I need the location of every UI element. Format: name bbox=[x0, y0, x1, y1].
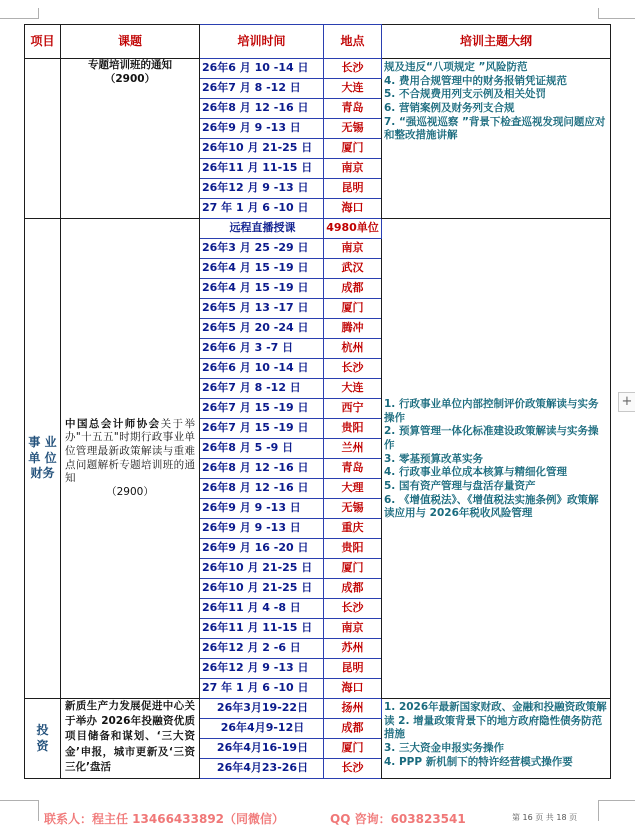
outline-cell bbox=[382, 219, 611, 699]
outline-item: 3. 零基预算改革实务 bbox=[384, 452, 483, 465]
time-cell: 26年5 月 13 -17 日 bbox=[200, 299, 324, 319]
section-cell bbox=[25, 59, 61, 219]
outline-item: 规及违反“八项规定 ”风险防范 bbox=[384, 61, 528, 73]
location-cell: 成都 bbox=[324, 579, 382, 599]
time-cell: 27 年 1 月 6 -10 日 bbox=[200, 679, 324, 699]
time-cell: 26年11 月 11-15 日 bbox=[200, 159, 324, 179]
time-cell: 26年11 月 11-15 日 bbox=[200, 619, 324, 639]
location-cell: 厦门 bbox=[324, 559, 382, 579]
schedule-row bbox=[25, 59, 611, 79]
time-cell: 26年4月16-19日 bbox=[200, 739, 324, 759]
time-cell: 26年9 月 9 -13 日 bbox=[200, 499, 324, 519]
outline-item: 5. 国有资产管理与盘活存量资产 bbox=[384, 479, 536, 492]
outline-item: 4. 行政事业单位成本核算与精细化管理 bbox=[384, 466, 567, 479]
location-cell: 西宁 bbox=[324, 399, 382, 419]
footer-qq: QQ 咨询：603823541 bbox=[330, 812, 466, 826]
location-cell: 武汉 bbox=[324, 259, 382, 279]
time-cell: 26年6 月 10 -14 日 bbox=[200, 359, 324, 379]
time-cell: 26年12 月 9 -13 日 bbox=[200, 179, 324, 199]
outline-item: 6. 《增值税法》、《增值税法实施条例》政策解读应用与 2026年税收风险管理 bbox=[384, 493, 599, 520]
outline-item: 6. 营销案例及财务列支合规 bbox=[384, 101, 515, 114]
location-cell: 贵阳 bbox=[324, 419, 382, 439]
add-row-button[interactable]: + bbox=[618, 392, 635, 412]
time-cell: 26年8 月 12 -16 日 bbox=[200, 99, 324, 119]
time-cell: 26年12 月 9 -13 日 bbox=[200, 659, 324, 679]
location-cell: 厦门 bbox=[324, 139, 382, 159]
time-cell: 26年3月19-22日 bbox=[200, 699, 324, 719]
footer-page-number: 第 16 页 共 18 页 bbox=[512, 813, 578, 822]
location-cell: 青岛 bbox=[324, 459, 382, 479]
time-cell: 27 年 1 月 6 -10 日 bbox=[200, 199, 324, 219]
header-topic: 课题 bbox=[61, 25, 200, 59]
location-cell: 南京 bbox=[324, 159, 382, 179]
outline-item: 7. “强巡视巡察 ”背景下检查巡视发现问题应对和整改措施讲解 bbox=[384, 115, 606, 142]
section-label: 单 位 bbox=[28, 450, 57, 465]
training-schedule-table bbox=[24, 24, 611, 779]
time-cell: 26年7 月 15 -19 日 bbox=[200, 399, 324, 419]
topic-title: 专题培训班的通知 bbox=[88, 59, 172, 71]
location-cell: 昆明 bbox=[324, 659, 382, 679]
topic-org: 中国总会计师协会 bbox=[65, 417, 161, 430]
time-cell: 26年9 月 9 -13 日 bbox=[200, 119, 324, 139]
location-cell: 苏州 bbox=[324, 639, 382, 659]
time-cell: 26年8 月 5 -9 日 bbox=[200, 439, 324, 459]
outline-item: 4. 费用合规管理中的财务报销凭证规范 bbox=[384, 74, 567, 87]
time-cell: 26年7 月 8 -12 日 bbox=[200, 79, 324, 99]
time-cell: 26年7 月 8 -12 日 bbox=[200, 379, 324, 399]
header-location: 地点 bbox=[324, 25, 382, 59]
topic-text bbox=[65, 418, 195, 486]
location-cell: 大连 bbox=[324, 379, 382, 399]
location-cell: 长沙 bbox=[324, 599, 382, 619]
outline-item: 2. 预算管理一体化标准建设政策解读与实务操作 bbox=[384, 425, 599, 452]
location-cell: 成都 bbox=[324, 719, 382, 739]
topic-price: （2900） bbox=[104, 72, 156, 85]
outline-cell bbox=[382, 699, 611, 779]
location-cell: 扬州 bbox=[324, 699, 382, 719]
header-time: 培训时间 bbox=[200, 25, 324, 59]
location-cell: 贵阳 bbox=[324, 539, 382, 559]
time-cell: 26年4月9-12日 bbox=[200, 719, 324, 739]
location-cell: 腾冲 bbox=[324, 319, 382, 339]
topic-price: （2900） bbox=[106, 485, 154, 498]
time-cell: 26年5 月 20 -24 日 bbox=[200, 319, 324, 339]
location-cell: 大连 bbox=[324, 79, 382, 99]
time-cell: 26年3 月 25 -29 日 bbox=[200, 239, 324, 259]
footer-contact: 联系人：程主任 13466433892（同微信） bbox=[44, 812, 285, 826]
time-cell: 26年9 月 9 -13 日 bbox=[200, 519, 324, 539]
time-cell: 26年8 月 12 -16 日 bbox=[200, 479, 324, 499]
topic-cell bbox=[61, 59, 200, 219]
location-cell: 长沙 bbox=[324, 59, 382, 79]
section-label: 财务 bbox=[30, 466, 55, 481]
location-cell: 重庆 bbox=[324, 519, 382, 539]
time-cell: 26年10 月 21-25 日 bbox=[200, 139, 324, 159]
time-cell: 26年7 月 15 -19 日 bbox=[200, 419, 324, 439]
time-cell: 26年4 月 15 -19 日 bbox=[200, 259, 324, 279]
outline-item: 5. 不合规费用列支示例及相关处罚 bbox=[384, 88, 546, 101]
time-cell: 26年6 月 10 -14 日 bbox=[200, 59, 324, 79]
section-cell bbox=[25, 219, 61, 699]
location-cell: 青岛 bbox=[324, 99, 382, 119]
time-cell: 26年10 月 21-25 日 bbox=[200, 559, 324, 579]
time-cell: 26年12 月 2 -6 日 bbox=[200, 639, 324, 659]
schedule-row-remote bbox=[25, 219, 611, 239]
section-label: 投 bbox=[36, 722, 49, 737]
crop-mark-top-left bbox=[0, 8, 39, 19]
outline-item: 1. 2026年最新国家财政、金融和投融资政策解读 2. 增量政策背景下的地方政府隐性债务防范措施 bbox=[384, 701, 607, 741]
topic-cell bbox=[61, 219, 200, 699]
location-cell: 兰州 bbox=[324, 439, 382, 459]
header-outline: 培训主题大纲 bbox=[382, 25, 611, 59]
section-cell bbox=[25, 699, 61, 779]
location-cell: 杭州 bbox=[324, 339, 382, 359]
time-cell: 26年6 月 3 -7 日 bbox=[200, 339, 324, 359]
location-cell: 成都 bbox=[324, 279, 382, 299]
location-cell: 厦门 bbox=[324, 299, 382, 319]
outline-item: 1. 行政事业单位内部控制评价政策解读与实务操作 bbox=[384, 398, 599, 424]
schedule-row bbox=[25, 699, 611, 719]
section-label: 资 bbox=[36, 738, 49, 753]
time-cell: 26年4 月 15 -19 日 bbox=[200, 279, 324, 299]
outline-item: 3. 三大资金申报实务操作 bbox=[384, 741, 504, 754]
time-cell: 26年10 月 21-25 日 bbox=[200, 579, 324, 599]
location-cell: 大理 bbox=[324, 479, 382, 499]
location-cell: 南京 bbox=[324, 239, 382, 259]
location-cell: 长沙 bbox=[324, 359, 382, 379]
remote-location-cell: 4980单位 bbox=[324, 219, 382, 239]
location-cell: 无锡 bbox=[324, 499, 382, 519]
outline-item: 4. PPP 新机制下的特许经营模式操作要 bbox=[384, 755, 573, 768]
header-project: 项目 bbox=[25, 25, 61, 59]
location-cell: 海口 bbox=[324, 679, 382, 699]
topic-cell: 新质生产力发展促进中心关于举办 2026年投融资优质项目储备和谋划、‘三大资金’申报，城市更新及‘三资三化’盘活 bbox=[61, 699, 200, 779]
header-row bbox=[25, 25, 611, 59]
time-cell: 26年9 月 16 -20 日 bbox=[200, 539, 324, 559]
outline-cell bbox=[382, 59, 611, 219]
topic-body: 关于举办"十五五"时期行政事业单位管理最新政策解读与重难点问题解析专题培训班的通知 bbox=[65, 417, 196, 485]
section-label: 事 业 bbox=[28, 435, 57, 450]
location-cell: 海口 bbox=[324, 199, 382, 219]
location-cell: 无锡 bbox=[324, 119, 382, 139]
page-footer bbox=[0, 808, 635, 828]
location-cell: 厦门 bbox=[324, 739, 382, 759]
time-cell: 26年11 月 4 -8 日 bbox=[200, 599, 324, 619]
time-cell: 26年4月23-26日 bbox=[200, 759, 324, 779]
remote-time-cell: 远程直播授课 bbox=[200, 219, 324, 239]
crop-mark-top-right bbox=[598, 8, 635, 19]
location-cell: 长沙 bbox=[324, 759, 382, 779]
location-cell: 昆明 bbox=[324, 179, 382, 199]
time-cell: 26年8 月 12 -16 日 bbox=[200, 459, 324, 479]
location-cell: 南京 bbox=[324, 619, 382, 639]
